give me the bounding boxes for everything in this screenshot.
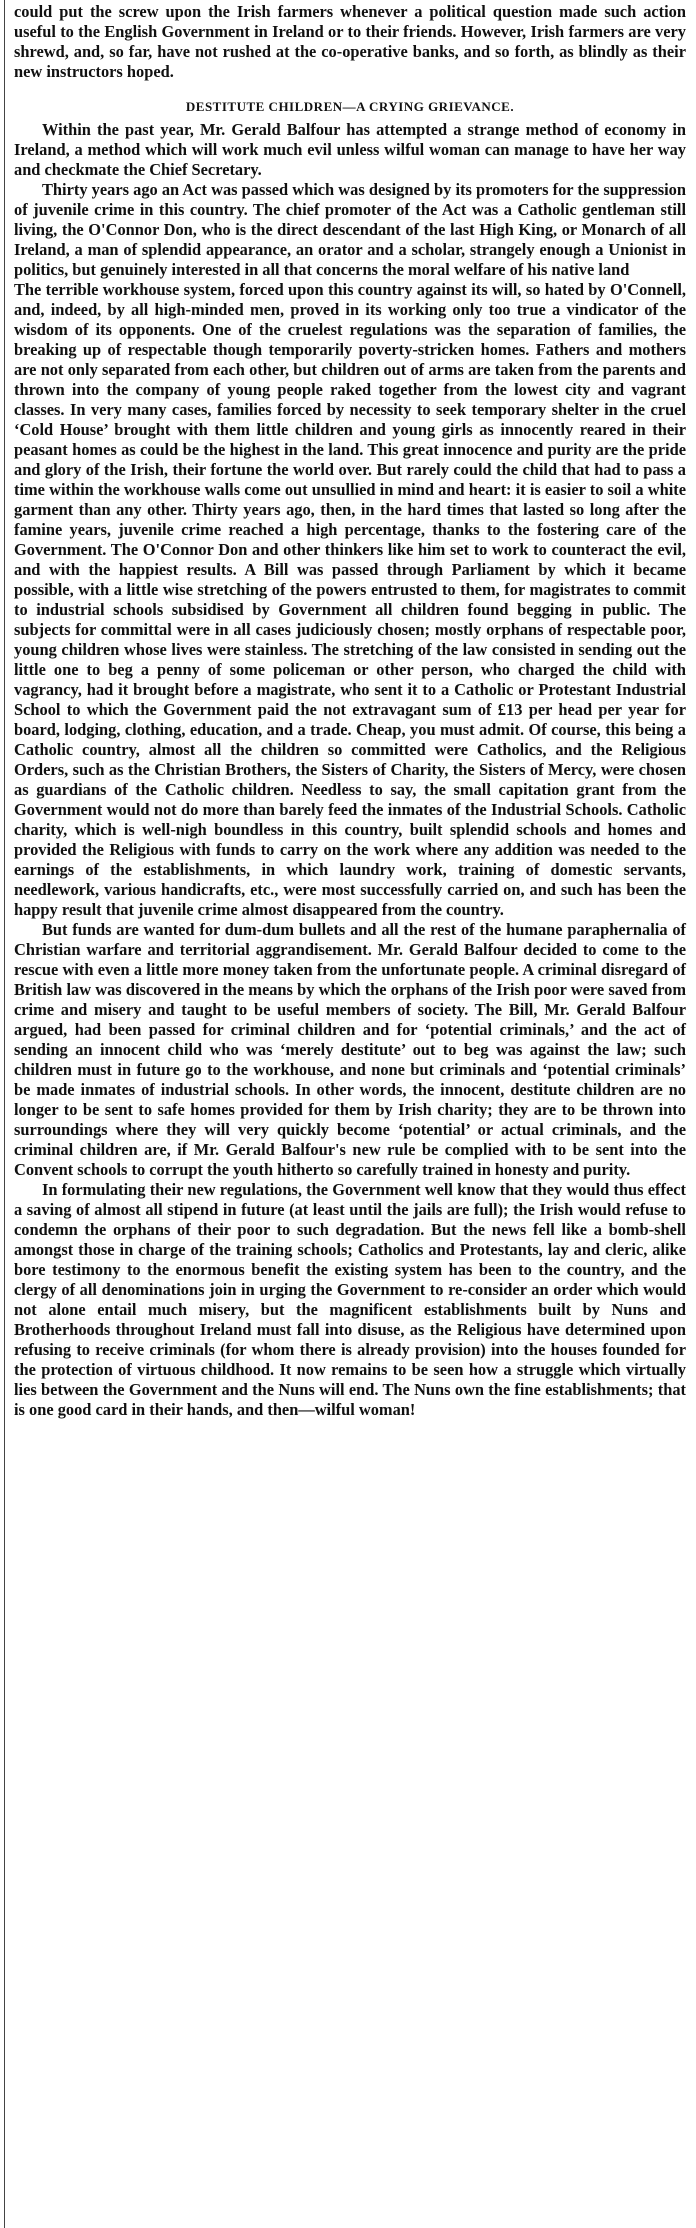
body-paragraph-2: Thirty years ago an Act was passed which was designed by its promoters for the suppression of juvenile crime in this country. The chief promoter of the Act was a Catholic gentleman still living, the O'Connor Don, who is the direct descendant of the last High King, or Monarch of all Ireland, a man of splendid appearance, an orator and a scholar, strangely enough a Unionist in politics, but genuinely interested in all that concerns the moral welfare of his native land	[14, 180, 686, 279]
body-paragraph-1: Within the past year, Mr. Gerald Balfour has attempted a strange method of economy in Ireland, a method which will work much evil unless wilful woman can manage to have her way and checkmate the Chief Secretary.	[14, 120, 686, 179]
intro-paragraph: could put the screw upon the Irish farmers whenever a political question made such action useful to the English Government in Ireland or to their friends. However, Irish farmers are very shrewd, and, so far, have not rushed at the co-operative banks, and so forth, as blindly as their new instructors hoped.	[14, 2, 686, 81]
body-paragraph-4: But funds are wanted for dum-dum bullets and all the rest of the humane paraphernalia of Christian warfare and territorial aggrandisement. Mr. Gerald Balfour decided to come to the rescue with even a little more money taken from the unfortunate people. A criminal disregard of British law was discovered in the means by which the orphans of the Irish poor were saved from crime and misery and taught to be useful members of society. The Bill, Mr. Gerald Balfour argued, had been passed for criminal children and for ‘potential criminals,’ and the act of sending an innocent child who was ‘merely destitute’ out to beg was against the law; such children must in future go to the workhouse, and none but criminals and ‘potential criminals’ be made inmates of industrial schools. In other words, the innocent, destitute children are no longer to be sent to safe homes provided for them by Irish charity; they are to be thrown into surroundings where they will very quickly become ‘potential’ or actual criminals, and the criminal children are, if Mr. Gerald Balfour's new rule be complied with to be sent into the Convent schools to corrupt the youth hitherto so carefully trained in honesty and purity.	[14, 920, 686, 1179]
body-paragraph-3: The terrible workhouse system, forced upon this country against its will, so hated by O'Connell, and, indeed, by all high-minded men, proved in its working only too true a vindicator of the wisdom of its opponents. One of the cruelest regulations was the separation of families, the breaking up of respectable though temporarily poverty-stricken homes. Fathers and mothers are not only separated from each other, but children out of arms are taken from the parents and thrown into the company of young people raked together from the lowest city and vagrant classes. In very many cases, families forced by necessity to seek temporary shelter in the cruel ‘Cold House’ brought with them little children and young girls as innocently reared in their peasant homes as could be the highest in the land. This great innocence and purity are the pride and glory of the Irish, their fortune the world over. But rarely could the child that had to pass a time within the workhouse walls come out unsullied in mind and heart: it is easier to soil a white garment than any other. Thirty years ago, then, in the hard times that lasted so long after the famine years, juvenile crime reached a high percentage, thanks to the fostering care of the Government. The O'Connor Don and other thinkers like him set to work to counteract the evil, and with the happiest results. A Bill was passed through Parliament by which it became possible, with a little wise stretching of the powers entrusted to them, for magistrates to commit to industrial schools subsidised by Government all children found begging in public. The subjects for committal were in all cases judiciously chosen; mostly orphans of respectable poor, young children whose lives were stainless. The stretching of the law consisted in sending out the little one to beg a penny of some policeman or other person, who charged the child with vagrancy, had it brought before a magistrate, who sent it to a Catholic or Protestant Industrial School to which the Government paid the not extravagant sum of £13 per head per year for board, lodging, clothing, education, and a trade. Cheap, you must admit. Of course, this being a Catholic country, almost all the children so committed were Catholics, and the Religious Orders, such as the Christian Brothers, the Sisters of Charity, the Sisters of Mercy, were chosen as guardians of the Catholic children. Needless to say, the small capitation grant from the Government would not do more than barely feed the inmates of the Industrial Schools. Catholic charity, which is well-nigh boundless in this country, built splendid schools and homes and provided the Religious with funds to carry on the work where any addition was needed to the earnings of the establishments, in which laundry work, training of domestic servants, needlework, various handicrafts, etc., were most successfully carried on, and such has been the happy result that juvenile crime almost disappeared from the country.	[14, 280, 686, 919]
section-heading: DESTITUTE CHILDREN—A CRYING GRIEVANCE.	[185, 99, 515, 114]
body-paragraph-5: In formulating their new regulations, the Government well know that they would thus effect a saving of almost all stipend in future (at least until the jails are full); the Irish would refuse to condemn the orphans of their poor to such degradation. But the news fell like a bomb-shell amongst those in charge of the training schools; Catholics and Protestants, lay and cleric, alike bore testimony to the enormous benefit the existing system has been to the country, and the clergy of all denominations join in urging the Government to re-consider an order which would not alone entail much misery, but the magnificent establishments built by Nuns and Brotherhoods throughout Ireland must fall into disuse, as the Religious have determined upon refusing to receive criminals (for whom there is already provision) into the houses founded for the protection of virtuous childhood. It now remains to be seen how a struggle which virtually lies between the Government and the Nuns will end. The Nuns own the fine establishments; that is one good card in their hands, and then—wilful woman!	[14, 1180, 686, 1419]
column-rule	[4, 0, 5, 2228]
